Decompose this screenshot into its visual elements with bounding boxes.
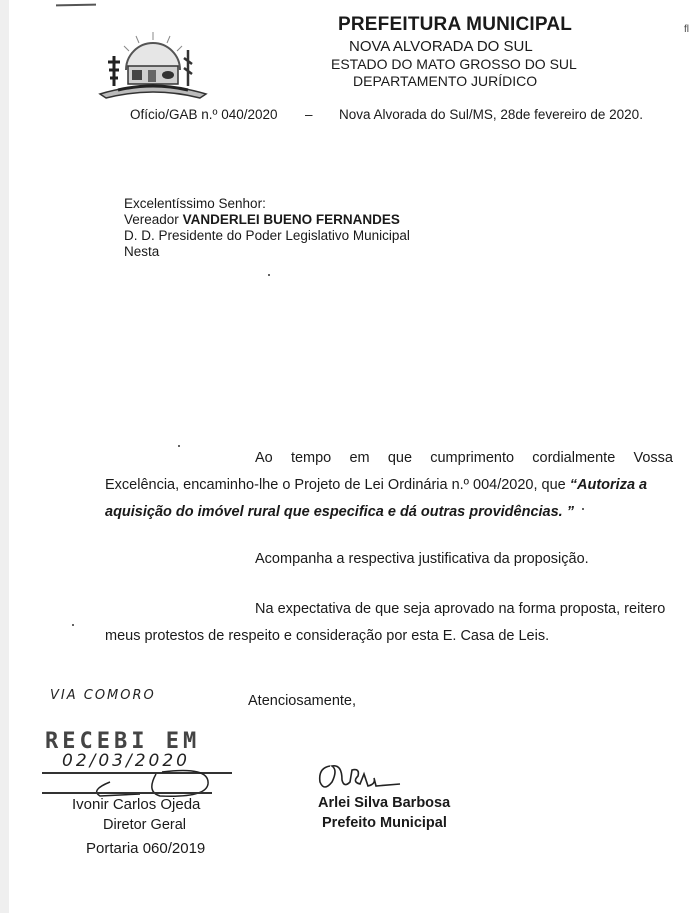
signatory-name: Arlei Silva Barbosa [318,795,451,811]
receiver-role: Diretor Geral [103,817,186,833]
body-paragraph-2: Acompanha a respectiva justificativa da proposição. [255,551,589,567]
addressee-title: Vereador [124,212,179,227]
addressee-block [124,196,410,260]
p1-line1: Ao tempo em que cumprimento cordialmente Vossa [255,450,673,466]
addressee-name-line [124,212,410,228]
body-paragraph-1 [105,445,673,526]
department-name: DEPARTAMENTO JURÍDICO [353,73,538,89]
receiver-appointment: Portaria 060/2019 [86,840,206,857]
place-date: Nova Alvorada do Sul/MS, 28de fevereiro de 2020. [339,107,643,122]
salutation: Excelentíssimo Senhor: [124,196,266,211]
scan-mark [56,4,96,7]
addressee-locality: Nesta [124,244,160,259]
institution-title: PREFEITURA MUNICIPAL [338,14,573,35]
state-name: ESTADO DO MATO GROSSO DO SUL [331,56,577,72]
receiver-name: Ivonir Carlos Ojeda [72,796,201,813]
mayor-signature-icon [316,760,406,792]
handwritten-note: VIA COMORO [50,688,156,703]
municipal-coat-of-arms-icon [96,28,210,102]
receipt-stamp: RECEBI EM [45,729,201,754]
page-corner-mark: fl [684,24,689,35]
body-paragraph-3-line2: meus protestos de respeito e consideração por esta E. Casa de Leis. [105,628,550,644]
receiver-signature-icon [70,762,210,800]
reference-separator: – [305,107,313,122]
closing: Atenciosamente, [248,693,357,709]
law-subject: aquisição do imóvel rural que especifica e dá outras providências. ” [105,504,574,520]
addressee-position: D. D. Presidente do Poder Legislativo Municipal [124,228,410,243]
receipt-date: 02/03/2020 [62,751,190,771]
p1-line2: Excelência, encaminho-lhe o Projeto de Lei Ordinária n.º 004/2020, que [105,477,570,493]
scan-speck [72,624,74,626]
body-paragraph-3-line1: Na expectativa de que seja aprovado na forma proposta, reitero [255,601,666,617]
municipality-name: NOVA ALVORADA DO SUL [349,38,533,55]
signatory-role: Prefeito Municipal [322,815,447,831]
addressee-name: VANDERLEI BUENO FERNANDES [182,212,400,227]
scan-speck [268,274,270,276]
page-edge [0,0,9,913]
law-subject-start: “Autoriza a [569,477,648,493]
signature-rule [42,792,212,794]
office-number: Ofício/GAB n.º 040/2020 [130,107,278,122]
